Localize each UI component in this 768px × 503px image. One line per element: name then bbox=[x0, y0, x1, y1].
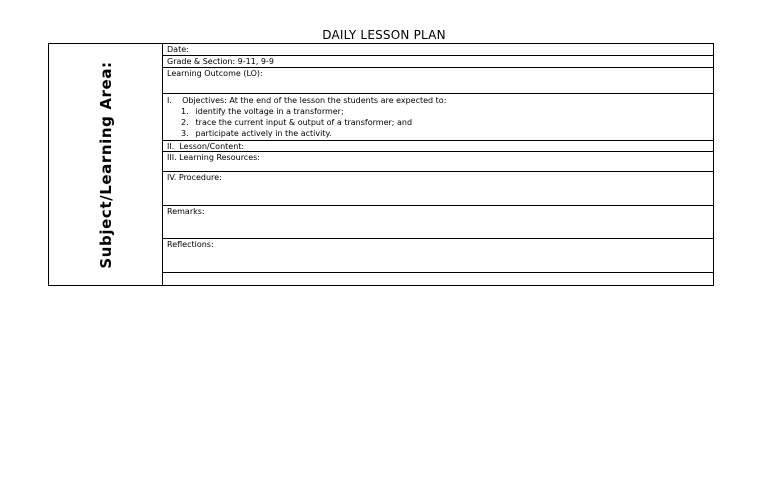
lesson-plan-rows bbox=[163, 44, 713, 285]
objective-text: identify the voltage in a transformer; bbox=[195, 107, 344, 116]
objective-text: participate actively in the activity. bbox=[195, 129, 332, 138]
row-procedure bbox=[163, 172, 713, 206]
objective-item bbox=[167, 117, 709, 128]
objective-item bbox=[167, 106, 709, 117]
objective-number: 1. bbox=[181, 107, 189, 116]
row-learning-resources bbox=[163, 152, 713, 172]
lesson-content-label: II. Lesson/Content: bbox=[167, 142, 245, 151]
row-objectives bbox=[163, 94, 713, 141]
lesson-plan-table bbox=[48, 43, 714, 286]
grade-section-label: Grade & Section: 9-11, 9-9 bbox=[167, 57, 274, 66]
objective-number: 2. bbox=[181, 118, 189, 127]
row-lesson-content bbox=[163, 141, 713, 152]
row-grade-section bbox=[163, 56, 713, 68]
row-reflections bbox=[163, 239, 713, 273]
objectives-header: I. Objectives: At the end of the lesson the students are expected to: bbox=[167, 96, 447, 105]
row-remarks bbox=[163, 206, 713, 239]
row-date bbox=[163, 44, 713, 56]
procedure-label: IV. Procedure: bbox=[167, 173, 222, 182]
subject-learning-area-label: Subject/Learning Area: bbox=[97, 61, 115, 269]
subject-column bbox=[49, 44, 163, 285]
date-label: Date: bbox=[167, 45, 189, 54]
objective-text: trace the current input & output of a transformer; and bbox=[195, 118, 413, 127]
row-learning-outcome bbox=[163, 68, 713, 94]
remarks-label: Remarks: bbox=[167, 207, 205, 216]
objective-item bbox=[167, 128, 709, 139]
reflections-label: Reflections: bbox=[167, 240, 214, 249]
objective-number: 3. bbox=[181, 129, 189, 138]
learning-outcome-label: Learning Outcome (LO): bbox=[167, 69, 263, 78]
learning-resources-label: III. Learning Resources: bbox=[167, 153, 260, 162]
page-title: DAILY LESSON PLAN bbox=[322, 28, 446, 42]
row-footer bbox=[163, 273, 713, 285]
